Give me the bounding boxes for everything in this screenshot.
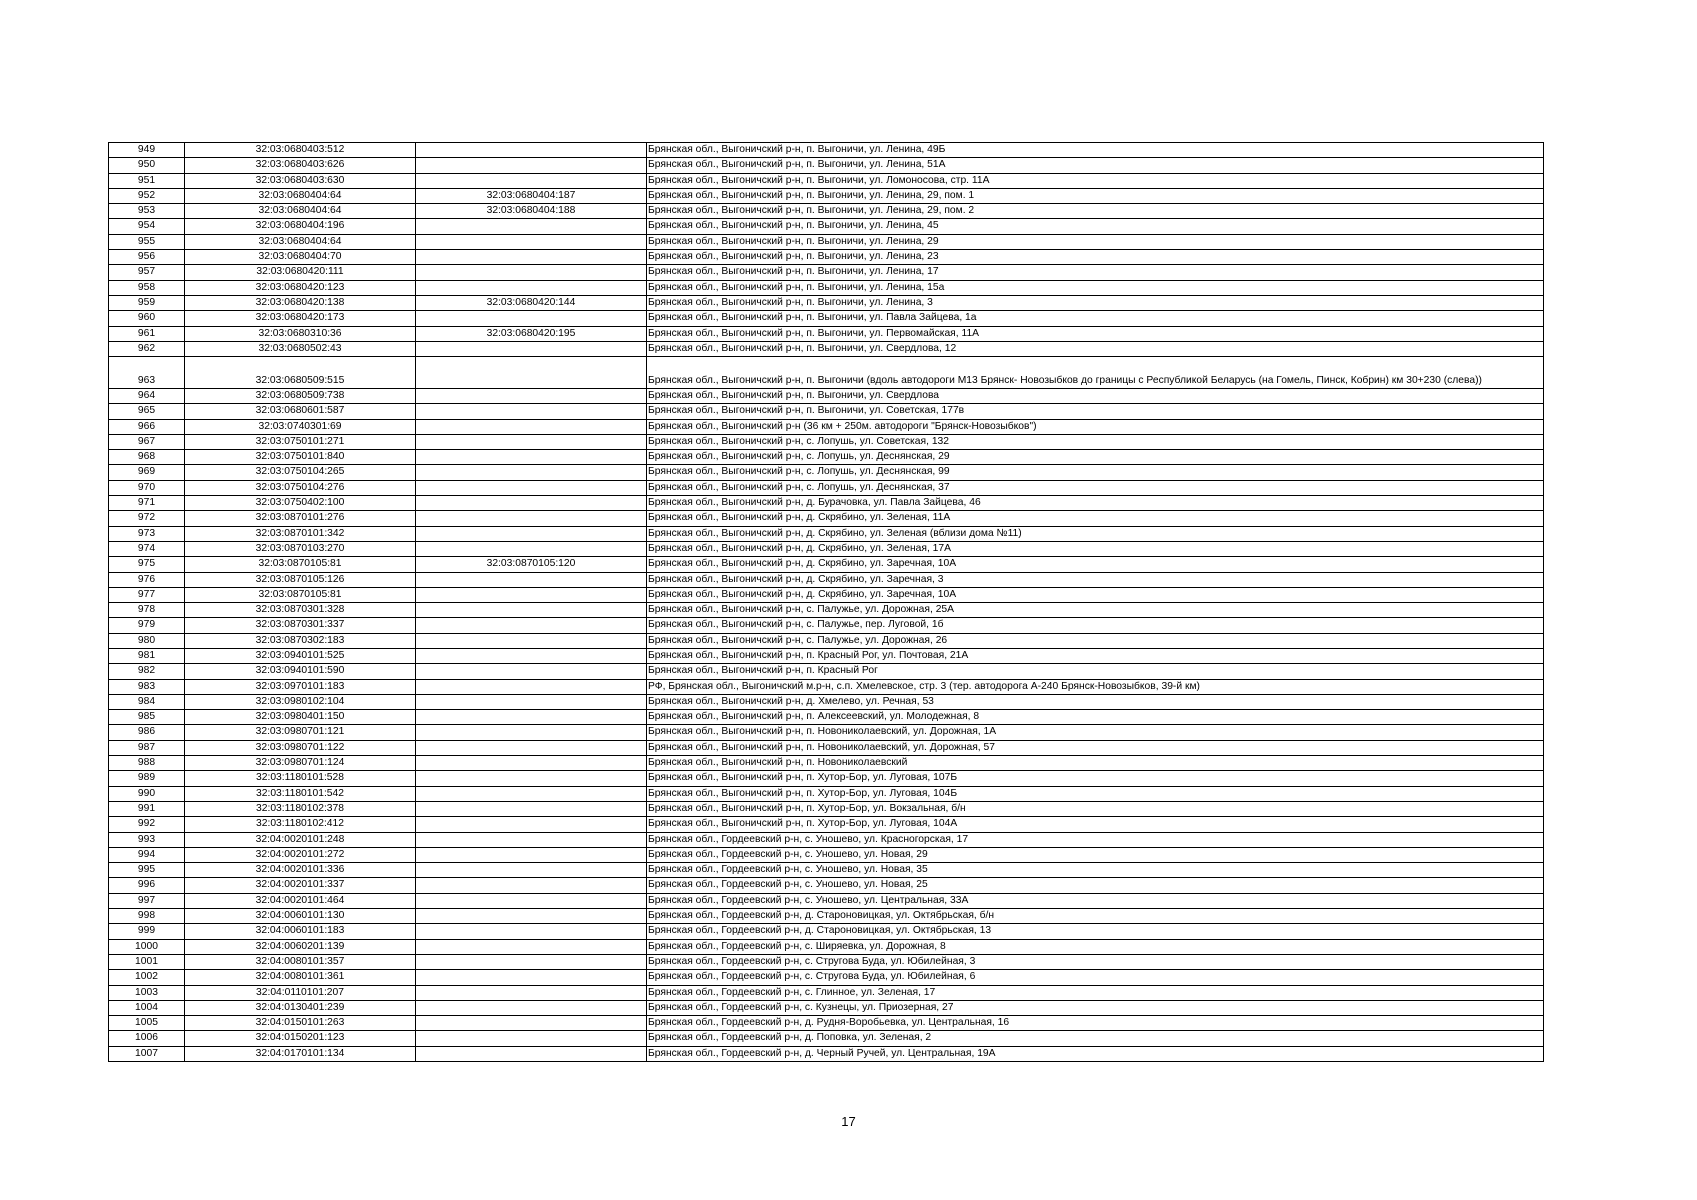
cadastral-number-cell: 32:03:0940101:590 bbox=[185, 664, 416, 679]
address-cell: Брянская обл., Выгоничский р-н (36 км + 250м. автодороги "Брянск-Новозыбков") bbox=[647, 419, 1544, 434]
related-cadastral-number-cell bbox=[416, 388, 647, 403]
cadastral-number-cell: 32:03:0680601:587 bbox=[185, 404, 416, 419]
cadastral-number-cell: 32:03:0680404:70 bbox=[185, 250, 416, 265]
cadastral-number-cell: 32:04:0080101:357 bbox=[185, 954, 416, 969]
related-cadastral-number-cell: 32:03:0680420:144 bbox=[416, 295, 647, 310]
cadastral-number-cell: 32:03:0680420:123 bbox=[185, 280, 416, 295]
related-cadastral-number-cell bbox=[416, 357, 647, 389]
cadastral-number-cell: 32:03:0750104:276 bbox=[185, 480, 416, 495]
table-row bbox=[109, 557, 1544, 572]
related-cadastral-number-cell bbox=[416, 985, 647, 1000]
row-number-cell: 985 bbox=[109, 710, 185, 725]
address-cell: Брянская обл., Выгоничский р-н, д. Скрябино, ул. Заречная, 3 bbox=[647, 572, 1544, 587]
address-cell: Брянская обл., Выгоничский р-н, п. Выгоничи, ул. Ленина, 49Б bbox=[647, 143, 1544, 158]
related-cadastral-number-cell bbox=[416, 511, 647, 526]
row-number-cell: 981 bbox=[109, 649, 185, 664]
row-number-cell: 974 bbox=[109, 541, 185, 556]
table-row bbox=[109, 664, 1544, 679]
row-number-cell: 963 bbox=[109, 357, 185, 389]
table-row bbox=[109, 526, 1544, 541]
cadastral-number-cell: 32:03:0870105:126 bbox=[185, 572, 416, 587]
cadastral-number-cell: 32:03:1180101:528 bbox=[185, 771, 416, 786]
cadastral-number-cell: 32:04:0020101:464 bbox=[185, 893, 416, 908]
related-cadastral-number-cell bbox=[416, 740, 647, 755]
cadastral-number-cell: 32:04:0020101:337 bbox=[185, 878, 416, 893]
address-cell: Брянская обл., Выгоничский р-н, п. Красный Рог bbox=[647, 664, 1544, 679]
cadastral-number-cell: 32:03:0680404:64 bbox=[185, 188, 416, 203]
address-cell: Брянская обл., Гордеевский р-н, с. Уношево, ул. Новая, 35 bbox=[647, 863, 1544, 878]
row-number-cell: 949 bbox=[109, 143, 185, 158]
address-cell: Брянская обл., Гордеевский р-н, с. Стругова Буда, ул. Юбилейная, 3 bbox=[647, 954, 1544, 969]
table-row bbox=[109, 450, 1544, 465]
table-body bbox=[109, 143, 1544, 1062]
row-number-cell: 994 bbox=[109, 847, 185, 862]
address-cell: Брянская обл., Выгоничский р-н, д. Скрябино, ул. Зеленая, 17А bbox=[647, 541, 1544, 556]
cadastral-number-cell: 32:03:0680310:36 bbox=[185, 326, 416, 341]
address-cell: Брянская обл., Гордеевский р-н, с. Уношево, ул. Красногорская, 17 bbox=[647, 832, 1544, 847]
table-row bbox=[109, 817, 1544, 832]
related-cadastral-number-cell bbox=[416, 939, 647, 954]
related-cadastral-number-cell bbox=[416, 265, 647, 280]
cadastral-number-cell: 32:04:0020101:272 bbox=[185, 847, 416, 862]
related-cadastral-number-cell bbox=[416, 924, 647, 939]
address-cell: Брянская обл., Выгоничский р-н, п. Выгоничи, ул. Ленина, 29, пом. 2 bbox=[647, 204, 1544, 219]
row-number-cell: 957 bbox=[109, 265, 185, 280]
table-row bbox=[109, 511, 1544, 526]
table-row bbox=[109, 725, 1544, 740]
address-cell: Брянская обл., Гордеевский р-н, с. Кузнецы, ул. Приозерная, 27 bbox=[647, 1000, 1544, 1015]
row-number-cell: 970 bbox=[109, 480, 185, 495]
row-number-cell: 984 bbox=[109, 694, 185, 709]
address-cell: Брянская обл., Гордеевский р-н, д. Рудня-Воробьевка, ул. Центральная, 16 bbox=[647, 1016, 1544, 1031]
table-row bbox=[109, 1031, 1544, 1046]
address-cell: Брянская обл., Выгоничский р-н, д. Скрябино, ул. Зеленая (вблизи дома №11) bbox=[647, 526, 1544, 541]
row-number-cell: 952 bbox=[109, 188, 185, 203]
related-cadastral-number-cell bbox=[416, 541, 647, 556]
related-cadastral-number-cell bbox=[416, 587, 647, 602]
related-cadastral-number-cell: 32:03:0680404:187 bbox=[416, 188, 647, 203]
row-number-cell: 999 bbox=[109, 924, 185, 939]
related-cadastral-number-cell: 32:03:0680404:188 bbox=[416, 204, 647, 219]
address-cell: Брянская обл., Гордеевский р-н, д. Поповка, ул. Зеленая, 2 bbox=[647, 1031, 1544, 1046]
table-row bbox=[109, 1016, 1544, 1031]
table-row bbox=[109, 419, 1544, 434]
address-cell: Брянская обл., Выгоничский р-н, п. Выгоничи, ул. Ленина, 29 bbox=[647, 234, 1544, 249]
address-cell: Брянская обл., Выгоничский р-н, п. Выгоничи, ул. Ленина, 15а bbox=[647, 280, 1544, 295]
table-row bbox=[109, 341, 1544, 356]
table-row bbox=[109, 434, 1544, 449]
cadastral-number-cell: 32:03:0980701:122 bbox=[185, 740, 416, 755]
table-row bbox=[109, 756, 1544, 771]
table-row bbox=[109, 939, 1544, 954]
cadastral-number-cell: 32:04:0170101:134 bbox=[185, 1046, 416, 1061]
table-row bbox=[109, 1000, 1544, 1015]
address-cell: Брянская обл., Выгоничский р-н, с. Палужье, ул. Дорожная, 25А bbox=[647, 603, 1544, 618]
related-cadastral-number-cell bbox=[416, 633, 647, 648]
cadastral-number-cell: 32:03:0870105:81 bbox=[185, 557, 416, 572]
cadastral-number-cell: 32:04:0130401:239 bbox=[185, 1000, 416, 1015]
row-number-cell: 988 bbox=[109, 756, 185, 771]
cadastral-number-cell: 32:03:1180102:412 bbox=[185, 817, 416, 832]
cadastral-number-cell: 32:04:0150201:123 bbox=[185, 1031, 416, 1046]
related-cadastral-number-cell bbox=[416, 725, 647, 740]
cadastral-number-cell: 32:04:0060101:130 bbox=[185, 909, 416, 924]
cadastral-number-cell: 32:03:0870105:81 bbox=[185, 587, 416, 602]
row-number-cell: 954 bbox=[109, 219, 185, 234]
row-number-cell: 956 bbox=[109, 250, 185, 265]
related-cadastral-number-cell bbox=[416, 710, 647, 725]
row-number-cell: 973 bbox=[109, 526, 185, 541]
cadastral-number-cell: 32:03:0980701:124 bbox=[185, 756, 416, 771]
address-cell: Брянская обл., Выгоничский р-н, д. Хмелево, ул. Речная, 53 bbox=[647, 694, 1544, 709]
related-cadastral-number-cell bbox=[416, 909, 647, 924]
cadastral-number-cell: 32:04:0020101:336 bbox=[185, 863, 416, 878]
table-row bbox=[109, 280, 1544, 295]
cadastral-number-cell: 32:03:0680403:512 bbox=[185, 143, 416, 158]
row-number-cell: 992 bbox=[109, 817, 185, 832]
row-number-cell: 997 bbox=[109, 893, 185, 908]
address-cell: Брянская обл., Выгоничский р-н, п. Хутор-Бор, ул. Луговая, 107Б bbox=[647, 771, 1544, 786]
related-cadastral-number-cell bbox=[416, 786, 647, 801]
cadastral-number-cell: 32:03:0870101:276 bbox=[185, 511, 416, 526]
address-cell: Брянская обл., Выгоничский р-н, п. Выгоничи, ул. Ленина, 45 bbox=[647, 219, 1544, 234]
row-number-cell: 978 bbox=[109, 603, 185, 618]
address-cell: Брянская обл., Выгоничский р-н, п. Выгоничи, ул. Свердлова bbox=[647, 388, 1544, 403]
address-cell: Брянская обл., Выгоничский р-н, д. Скрябино, ул. Зеленая, 11А bbox=[647, 511, 1544, 526]
table-row bbox=[109, 771, 1544, 786]
row-number-cell: 991 bbox=[109, 801, 185, 816]
address-cell: РФ, Брянская обл., Выгоничский м.р-н, с.п. Хмелевское, стр. 3 (тер. автодорога А-240 Брянск-Новозыбков, 39-й км) bbox=[647, 679, 1544, 694]
related-cadastral-number-cell bbox=[416, 526, 647, 541]
row-number-cell: 989 bbox=[109, 771, 185, 786]
related-cadastral-number-cell: 32:03:0680420:195 bbox=[416, 326, 647, 341]
row-number-cell: 995 bbox=[109, 863, 185, 878]
row-number-cell: 983 bbox=[109, 679, 185, 694]
address-cell: Брянская обл., Выгоничский р-н, п. Алексеевский, ул. Молодежная, 8 bbox=[647, 710, 1544, 725]
related-cadastral-number-cell bbox=[416, 1031, 647, 1046]
address-cell: Брянская обл., Выгоничский р-н, с. Палужье, пер. Луговой, 1б bbox=[647, 618, 1544, 633]
cadastral-number-cell: 32:03:0680404:64 bbox=[185, 204, 416, 219]
related-cadastral-number-cell bbox=[416, 480, 647, 495]
related-cadastral-number-cell bbox=[416, 572, 647, 587]
address-cell: Брянская обл., Выгоничский р-н, с. Лопушь, ул. Деснянская, 29 bbox=[647, 450, 1544, 465]
related-cadastral-number-cell bbox=[416, 1016, 647, 1031]
related-cadastral-number-cell bbox=[416, 878, 647, 893]
cadastral-number-cell: 32:03:0680404:64 bbox=[185, 234, 416, 249]
cadastral-number-cell: 32:03:0870301:328 bbox=[185, 603, 416, 618]
row-number-cell: 969 bbox=[109, 465, 185, 480]
document-table bbox=[108, 142, 1544, 1062]
related-cadastral-number-cell bbox=[416, 450, 647, 465]
table-row bbox=[109, 250, 1544, 265]
cadastral-number-cell: 32:03:0870301:337 bbox=[185, 618, 416, 633]
table-row bbox=[109, 649, 1544, 664]
related-cadastral-number-cell bbox=[416, 143, 647, 158]
table-row bbox=[109, 173, 1544, 188]
table-row bbox=[109, 893, 1544, 908]
table-row bbox=[109, 265, 1544, 280]
related-cadastral-number-cell bbox=[416, 234, 647, 249]
address-cell: Брянская обл., Выгоничский р-н, п. Новониколаевский bbox=[647, 756, 1544, 771]
cadastral-number-cell: 32:03:0750104:265 bbox=[185, 465, 416, 480]
row-number-cell: 976 bbox=[109, 572, 185, 587]
table-row bbox=[109, 188, 1544, 203]
row-number-cell: 953 bbox=[109, 204, 185, 219]
related-cadastral-number-cell bbox=[416, 465, 647, 480]
address-cell: Брянская обл., Гордеевский р-н, д. Староновицкая, ул. Октябрьская, 13 bbox=[647, 924, 1544, 939]
related-cadastral-number-cell bbox=[416, 817, 647, 832]
related-cadastral-number-cell bbox=[416, 694, 647, 709]
address-cell: Брянская обл., Выгоничский р-н, п. Новониколаевский, ул. Дорожная, 1А bbox=[647, 725, 1544, 740]
table-row bbox=[109, 496, 1544, 511]
table-row bbox=[109, 158, 1544, 173]
related-cadastral-number-cell bbox=[416, 419, 647, 434]
address-cell: Брянская обл., Выгоничский р-н, с. Лопушь, ул. Советская, 132 bbox=[647, 434, 1544, 449]
table-row bbox=[109, 878, 1544, 893]
address-cell: Брянская обл., Выгоничский р-н, п. Выгоничи, ул. Ленина, 17 bbox=[647, 265, 1544, 280]
row-number-cell: 967 bbox=[109, 434, 185, 449]
row-number-cell: 986 bbox=[109, 725, 185, 740]
row-number-cell: 965 bbox=[109, 404, 185, 419]
related-cadastral-number-cell bbox=[416, 219, 647, 234]
row-number-cell: 964 bbox=[109, 388, 185, 403]
cadastral-number-cell: 32:04:0150101:263 bbox=[185, 1016, 416, 1031]
table-row bbox=[109, 234, 1544, 249]
row-number-cell: 959 bbox=[109, 295, 185, 310]
row-number-cell: 993 bbox=[109, 832, 185, 847]
table-row bbox=[109, 679, 1544, 694]
address-cell: Брянская обл., Гордеевский р-н, с. Стругова Буда, ул. Юбилейная, 6 bbox=[647, 970, 1544, 985]
address-cell: Брянская обл., Выгоничский р-н, п. Выгоничи, ул. Советская, 177в bbox=[647, 404, 1544, 419]
related-cadastral-number-cell bbox=[416, 280, 647, 295]
cadastral-number-cell: 32:03:0970101:183 bbox=[185, 679, 416, 694]
row-number-cell: 968 bbox=[109, 450, 185, 465]
address-cell: Брянская обл., Гордеевский р-н, с. Уношево, ул. Центральная, 33А bbox=[647, 893, 1544, 908]
table-row bbox=[109, 465, 1544, 480]
address-cell: Брянская обл., Выгоничский р-н, п. Красный Рог, ул. Почтовая, 21А bbox=[647, 649, 1544, 664]
related-cadastral-number-cell bbox=[416, 341, 647, 356]
table-row bbox=[109, 909, 1544, 924]
address-cell: Брянская обл., Выгоничский р-н, п. Выгоничи, ул. Первомайская, 11А bbox=[647, 326, 1544, 341]
cadastral-number-cell: 32:04:0080101:361 bbox=[185, 970, 416, 985]
cadastral-number-cell: 32:03:0750101:271 bbox=[185, 434, 416, 449]
table-row bbox=[109, 1046, 1544, 1061]
table-row bbox=[109, 587, 1544, 602]
table-row bbox=[109, 404, 1544, 419]
table-row bbox=[109, 740, 1544, 755]
related-cadastral-number-cell bbox=[416, 173, 647, 188]
related-cadastral-number-cell bbox=[416, 1046, 647, 1061]
row-number-cell: 977 bbox=[109, 587, 185, 602]
cadastral-number-cell: 32:04:0060201:139 bbox=[185, 939, 416, 954]
table-row bbox=[109, 603, 1544, 618]
related-cadastral-number-cell bbox=[416, 954, 647, 969]
row-number-cell: 1007 bbox=[109, 1046, 185, 1061]
address-cell: Брянская обл., Выгоничский р-н, д. Скрябино, ул. Заречная, 10А bbox=[647, 557, 1544, 572]
related-cadastral-number-cell bbox=[416, 801, 647, 816]
row-number-cell: 990 bbox=[109, 786, 185, 801]
table-row bbox=[109, 143, 1544, 158]
cadastral-number-cell: 32:03:0680420:111 bbox=[185, 265, 416, 280]
table-row bbox=[109, 311, 1544, 326]
related-cadastral-number-cell bbox=[416, 664, 647, 679]
address-cell: Брянская обл., Гордеевский р-н, с. Уношево, ул. Новая, 29 bbox=[647, 847, 1544, 862]
page-number: 17 bbox=[841, 1114, 856, 1129]
related-cadastral-number-cell bbox=[416, 603, 647, 618]
cadastral-number-cell: 32:03:1180102:378 bbox=[185, 801, 416, 816]
table-row bbox=[109, 204, 1544, 219]
row-number-cell: 975 bbox=[109, 557, 185, 572]
address-cell: Брянская обл., Гордеевский р-н, с. Уношево, ул. Новая, 25 bbox=[647, 878, 1544, 893]
row-number-cell: 979 bbox=[109, 618, 185, 633]
table-row bbox=[109, 633, 1544, 648]
related-cadastral-number-cell bbox=[416, 893, 647, 908]
address-cell: Брянская обл., Гордеевский р-н, с. Глинное, ул. Зеленая, 17 bbox=[647, 985, 1544, 1000]
row-number-cell: 955 bbox=[109, 234, 185, 249]
address-cell: Брянская обл., Выгоничский р-н, п. Выгоничи (вдоль автодороги М13 Брянск- Новозыбков до границы с Республикой Беларусь (на Гомель, Пинск, Кобрин) км 30+230 (слева)) bbox=[647, 357, 1544, 389]
cadastral-number-cell: 32:03:0870103:270 bbox=[185, 541, 416, 556]
table-row bbox=[109, 847, 1544, 862]
table-row bbox=[109, 295, 1544, 310]
cadastral-number-cell: 32:03:0750101:840 bbox=[185, 450, 416, 465]
address-cell: Брянская обл., Выгоничский р-н, п. Выгоничи, ул. Ленина, 51А bbox=[647, 158, 1544, 173]
row-number-cell: 980 bbox=[109, 633, 185, 648]
table-row bbox=[109, 710, 1544, 725]
row-number-cell: 961 bbox=[109, 326, 185, 341]
cadastral-number-cell: 32:03:1180101:542 bbox=[185, 786, 416, 801]
row-number-cell: 962 bbox=[109, 341, 185, 356]
address-cell: Брянская обл., Выгоничский р-н, д. Скрябино, ул. Заречная, 10А bbox=[647, 587, 1544, 602]
cadastral-number-cell: 32:03:0680420:173 bbox=[185, 311, 416, 326]
related-cadastral-number-cell: 32:03:0870105:120 bbox=[416, 557, 647, 572]
address-cell: Брянская обл., Выгоничский р-н, п. Хутор-Бор, ул. Луговая, 104Б bbox=[647, 786, 1544, 801]
table-row bbox=[109, 388, 1544, 403]
table-row bbox=[109, 694, 1544, 709]
address-cell: Брянская обл., Выгоничский р-н, п. Хутор-Бор, ул. Луговая, 104А bbox=[647, 817, 1544, 832]
table-row bbox=[109, 618, 1544, 633]
address-cell: Брянская обл., Гордеевский р-н, с. Ширяевка, ул. Дорожная, 8 bbox=[647, 939, 1544, 954]
related-cadastral-number-cell bbox=[416, 496, 647, 511]
table-row bbox=[109, 219, 1544, 234]
related-cadastral-number-cell bbox=[416, 1000, 647, 1015]
cadastral-number-cell: 32:03:0680509:738 bbox=[185, 388, 416, 403]
address-cell: Брянская обл., Выгоничский р-н, с. Лопушь, ул. Деснянская, 99 bbox=[647, 465, 1544, 480]
related-cadastral-number-cell bbox=[416, 618, 647, 633]
row-number-cell: 958 bbox=[109, 280, 185, 295]
cadastral-number-cell: 32:04:0110101:207 bbox=[185, 985, 416, 1000]
cadastral-number-cell: 32:03:0870302:183 bbox=[185, 633, 416, 648]
row-number-cell: 982 bbox=[109, 664, 185, 679]
address-cell: Брянская обл., Выгоничский р-н, с. Палужье, ул. Дорожная, 26 bbox=[647, 633, 1544, 648]
row-number-cell: 960 bbox=[109, 311, 185, 326]
address-cell: Брянская обл., Выгоничский р-н, д. Бурачовка, ул. Павла Зайцева, 46 bbox=[647, 496, 1544, 511]
address-cell: Брянская обл., Выгоничский р-н, п. Выгоничи, ул. Ленина, 29, пом. 1 bbox=[647, 188, 1544, 203]
table-row bbox=[109, 924, 1544, 939]
cadastral-number-cell: 32:04:0060101:183 bbox=[185, 924, 416, 939]
address-cell: Брянская обл., Выгоничский р-н, с. Лопушь, ул. Деснянская, 37 bbox=[647, 480, 1544, 495]
row-number-cell: 1006 bbox=[109, 1031, 185, 1046]
table-row bbox=[109, 357, 1544, 389]
related-cadastral-number-cell bbox=[416, 311, 647, 326]
address-cell: Брянская обл., Выгоничский р-н, п. Выгоничи, ул. Свердлова, 12 bbox=[647, 341, 1544, 356]
related-cadastral-number-cell bbox=[416, 847, 647, 862]
row-number-cell: 1001 bbox=[109, 954, 185, 969]
related-cadastral-number-cell bbox=[416, 756, 647, 771]
cadastral-number-cell: 32:03:0980102:104 bbox=[185, 694, 416, 709]
related-cadastral-number-cell bbox=[416, 404, 647, 419]
cadastral-number-cell: 32:03:0750402:100 bbox=[185, 496, 416, 511]
related-cadastral-number-cell bbox=[416, 158, 647, 173]
cadastral-number-cell: 32:03:0680502:43 bbox=[185, 341, 416, 356]
row-number-cell: 966 bbox=[109, 419, 185, 434]
cadastral-number-cell: 32:03:0940101:525 bbox=[185, 649, 416, 664]
related-cadastral-number-cell bbox=[416, 649, 647, 664]
cadastral-number-cell: 32:04:0020101:248 bbox=[185, 832, 416, 847]
row-number-cell: 1003 bbox=[109, 985, 185, 1000]
table-row bbox=[109, 801, 1544, 816]
cadastral-number-cell: 32:03:0980701:121 bbox=[185, 725, 416, 740]
row-number-cell: 1002 bbox=[109, 970, 185, 985]
related-cadastral-number-cell bbox=[416, 250, 647, 265]
cadastral-number-cell: 32:03:0980401:150 bbox=[185, 710, 416, 725]
row-number-cell: 951 bbox=[109, 173, 185, 188]
address-cell: Брянская обл., Выгоничский р-н, п. Выгоничи, ул. Ломоносова, стр. 11А bbox=[647, 173, 1544, 188]
address-cell: Брянская обл., Выгоничский р-н, п. Выгоничи, ул. Ленина, 3 bbox=[647, 295, 1544, 310]
address-cell: Брянская обл., Выгоничский р-н, п. Хутор-Бор, ул. Вокзальная, б/н bbox=[647, 801, 1544, 816]
address-cell: Брянская обл., Выгоничский р-н, п. Выгоничи, ул. Ленина, 23 bbox=[647, 250, 1544, 265]
cadastral-number-cell: 32:03:0870101:342 bbox=[185, 526, 416, 541]
table-row bbox=[109, 572, 1544, 587]
table-row bbox=[109, 985, 1544, 1000]
table-row bbox=[109, 541, 1544, 556]
table-row bbox=[109, 954, 1544, 969]
related-cadastral-number-cell bbox=[416, 863, 647, 878]
row-number-cell: 972 bbox=[109, 511, 185, 526]
related-cadastral-number-cell bbox=[416, 434, 647, 449]
table-row bbox=[109, 832, 1544, 847]
row-number-cell: 950 bbox=[109, 158, 185, 173]
row-number-cell: 998 bbox=[109, 909, 185, 924]
row-number-cell: 996 bbox=[109, 878, 185, 893]
table-row bbox=[109, 786, 1544, 801]
address-cell: Брянская обл., Гордеевский р-н, д. Староновицкая, ул. Октябрьская, б/н bbox=[647, 909, 1544, 924]
row-number-cell: 1000 bbox=[109, 939, 185, 954]
cadastral-number-cell: 32:03:0680420:138 bbox=[185, 295, 416, 310]
table-row bbox=[109, 863, 1544, 878]
cadastral-number-cell: 32:03:0740301:69 bbox=[185, 419, 416, 434]
cadastral-number-cell: 32:03:0680404:196 bbox=[185, 219, 416, 234]
row-number-cell: 1005 bbox=[109, 1016, 185, 1031]
related-cadastral-number-cell bbox=[416, 832, 647, 847]
table-row bbox=[109, 970, 1544, 985]
row-number-cell: 987 bbox=[109, 740, 185, 755]
cadastral-number-cell: 32:03:0680403:626 bbox=[185, 158, 416, 173]
cadastral-number-cell: 32:03:0680403:630 bbox=[185, 173, 416, 188]
related-cadastral-number-cell bbox=[416, 970, 647, 985]
address-cell: Брянская обл., Выгоничский р-н, п. Выгоничи, ул. Павла Зайцева, 1а bbox=[647, 311, 1544, 326]
table-row bbox=[109, 326, 1544, 341]
related-cadastral-number-cell bbox=[416, 679, 647, 694]
table-row bbox=[109, 480, 1544, 495]
cadastral-number-cell: 32:03:0680509:515 bbox=[185, 357, 416, 389]
address-cell: Брянская обл., Гордеевский р-н, д. Черный Ручей, ул. Центральная, 19А bbox=[647, 1046, 1544, 1061]
related-cadastral-number-cell bbox=[416, 771, 647, 786]
row-number-cell: 1004 bbox=[109, 1000, 185, 1015]
address-cell: Брянская обл., Выгоничский р-н, п. Новониколаевский, ул. Дорожная, 57 bbox=[647, 740, 1544, 755]
row-number-cell: 971 bbox=[109, 496, 185, 511]
